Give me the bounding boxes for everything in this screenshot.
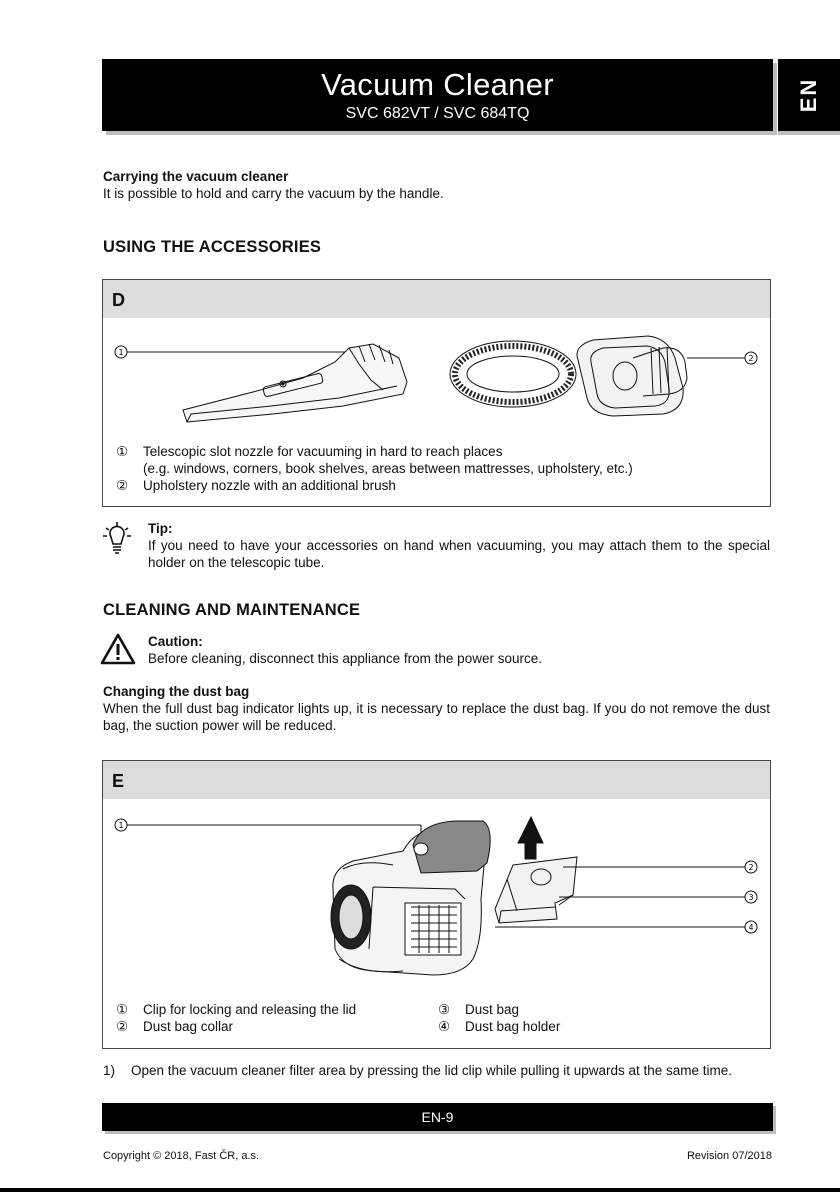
page-number: EN-9 [421, 1109, 454, 1125]
legend-item-2: ② Upholstery nozzle with an additional brush [116, 478, 396, 493]
legend-e-item-2: ② Dust bag collar [116, 1019, 234, 1034]
figure-d [102, 279, 771, 507]
vacuum-body-drawing [331, 821, 490, 975]
figure-d-legend [116, 443, 633, 494]
model-subtitle: SVC 682VT / SVC 684TQ [345, 105, 530, 122]
lightbulb-icon [102, 520, 132, 556]
revision: Revision 07/2018 [686, 1150, 772, 1162]
warning-icon [100, 633, 136, 665]
carrying-heading: Carrying the vacuum cleaner [103, 169, 289, 184]
dust-bag-subheading: Changing the dust bag [103, 684, 250, 699]
header-bar [102, 59, 773, 131]
legend-e-item-3: ③ Dust bag [438, 1002, 520, 1017]
page-title: Vacuum Cleaner [321, 67, 554, 102]
upholstery-nozzle-drawing [577, 336, 687, 416]
caution-label: Caution: [148, 634, 203, 649]
copyright: Copyright © 2018, Fast ČR, a.s. [103, 1150, 260, 1162]
callout-1-text: 1 [118, 348, 124, 357]
brush-ring-drawing [450, 341, 576, 407]
tip-label: Tip: [148, 521, 173, 536]
figure-e-label: E [103, 761, 770, 799]
legend-item-1: ① Telescopic slot nozzle for vacuuming in hard to reach places [116, 444, 503, 459]
callout-e2: 2 [748, 863, 754, 872]
language-code: EN [796, 77, 821, 113]
callout-e4: 4 [748, 923, 754, 932]
step-1-number: 1) [103, 1063, 116, 1078]
dust-bag-text: When the full dust bag indicator lights up, it is necessary to replace the dust bag. If you do not remove the dust bag, the suction power will be reduced. [103, 701, 770, 733]
callout-e3: 3 [748, 893, 754, 902]
figure-d-label: D [103, 280, 770, 318]
callout-e1: 1 [118, 821, 124, 830]
accessories-illustration [103, 318, 770, 436]
cleaning-heading: CLEANING AND MAINTENANCE [103, 601, 361, 619]
page-number-bar [102, 1103, 773, 1131]
bottom-rule [0, 1188, 840, 1192]
legend-e-item-1: ① Clip for locking and releasing the lid [116, 1002, 357, 1017]
slot-nozzle-drawing [183, 344, 407, 422]
legend-e-item-4: ④ Dust bag holder [438, 1019, 561, 1034]
carrying-text: It is possible to hold and carry the vacuum by the handle. [103, 186, 444, 201]
language-tab [778, 59, 840, 131]
legend-item-1-detail: (e.g. windows, corners, book shelves, areas between mattresses, upholstery, etc.) [143, 461, 633, 476]
caution-text: Before cleaning, disconnect this appliance from the power source. [148, 651, 542, 666]
dust-bag-illustration [103, 799, 770, 999]
accessories-heading: USING THE ACCESSORIES [103, 238, 322, 256]
tip-text: If you need to have your accessories on hand when vacuuming, you may attach them to the special holder on the telescopic tube. [148, 538, 770, 570]
figure-e [102, 760, 771, 1049]
callout-2-text: 2 [748, 354, 754, 363]
step-1-text: Open the vacuum cleaner filter area by pressing the lid clip while pulling it upwards at the same time. [131, 1063, 733, 1078]
